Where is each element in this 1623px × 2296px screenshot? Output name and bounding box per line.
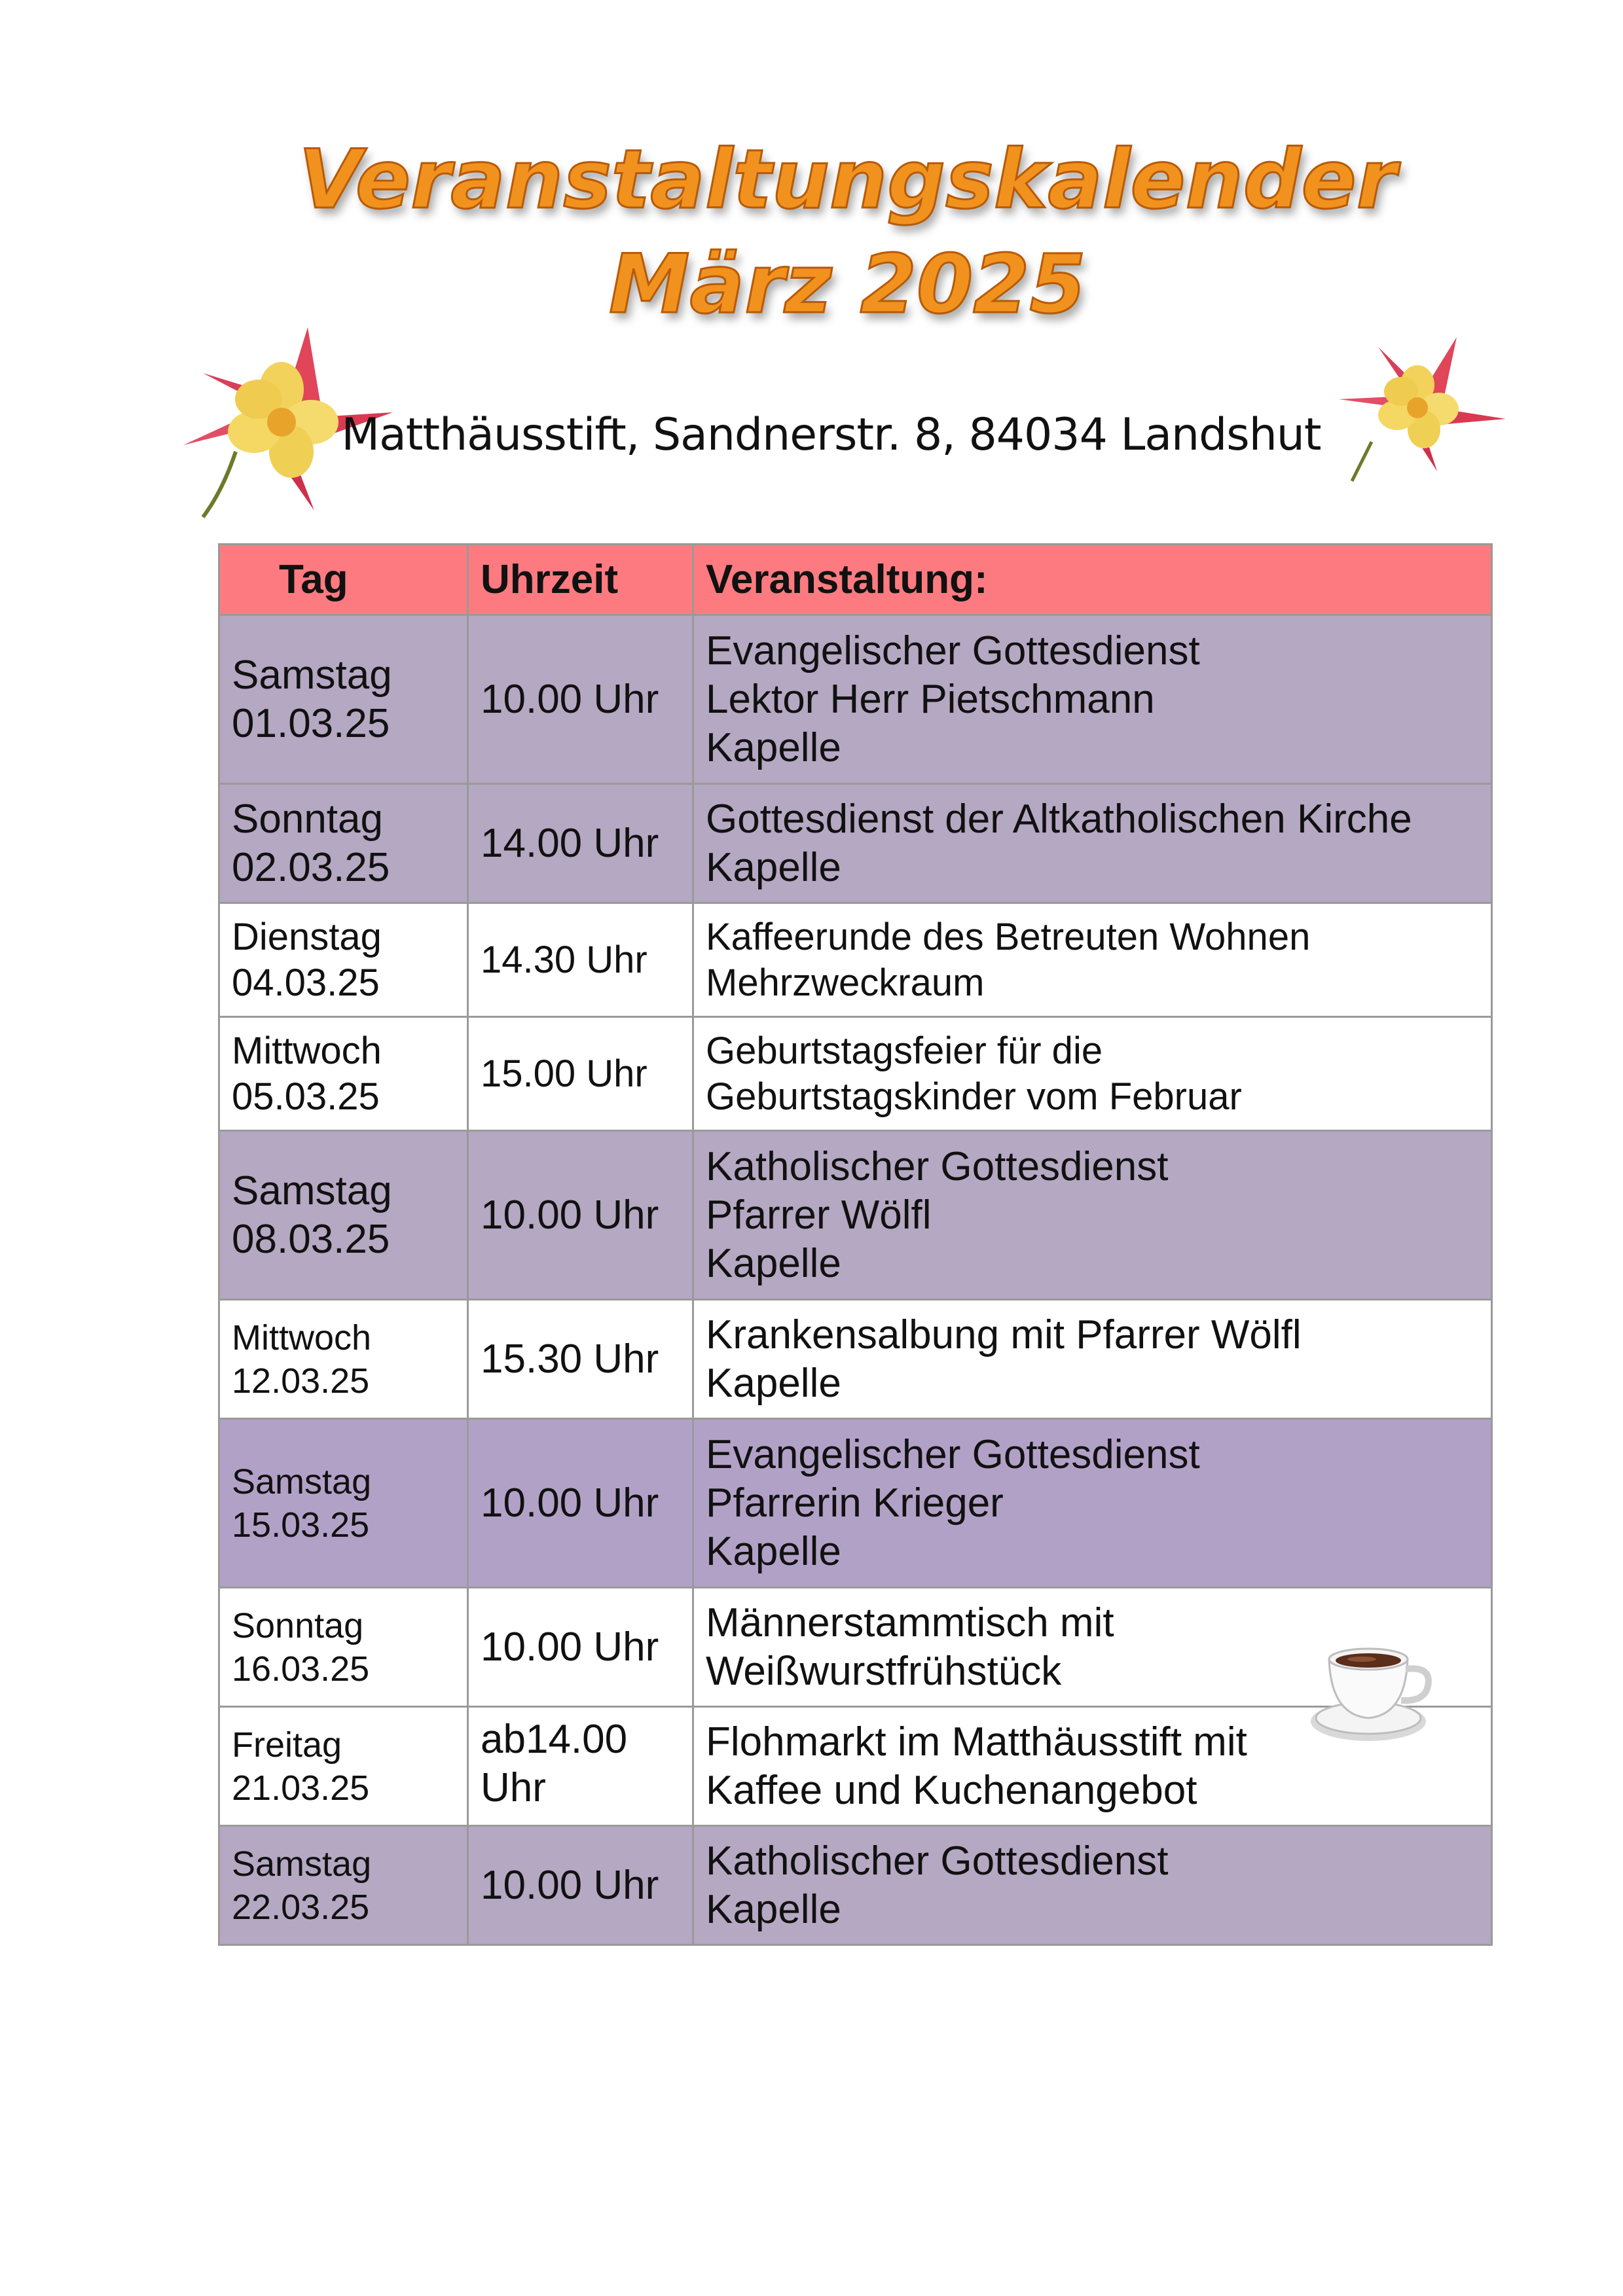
day: Mittwoch [232,1029,382,1072]
table-row [219,1707,1492,1826]
event-line: Pfarrer Wölfl [706,1192,932,1238]
event-line: Kapelle [706,844,841,890]
event-line: Katholischer Gottesdienst [706,1143,1169,1189]
date: 12.03.25 [232,1361,370,1401]
event-line: Katholischer Gottesdienst [706,1838,1169,1884]
table-row [219,784,1492,903]
table-row [219,1419,1492,1588]
time: 10.00 Uhr [468,1826,693,1945]
event-line: Kaffeerunde des Betreuten Wohnen [706,915,1311,958]
time: 15.00 Uhr [468,1017,693,1131]
event-line: Weißwurstfrühstück [706,1648,1062,1694]
date: 15.03.25 [232,1505,370,1545]
date: 04.03.25 [232,961,380,1004]
event-line: Mehrzweckraum [706,961,985,1004]
date: 02.03.25 [232,844,390,890]
column-header-time: Uhrzeit [468,545,693,615]
table-row [219,1588,1492,1707]
day: Samstag [232,652,392,698]
event-line: Lektor Herr Pietschmann [706,676,1155,722]
event-line: Geburtstagsfeier für die [706,1029,1103,1072]
date: 05.03.25 [232,1075,380,1118]
time: 14.00 Uhr [468,784,693,903]
event-line: Krankensalbung mit Pfarrer Wölfl [706,1312,1302,1357]
table-row [219,615,1492,784]
column-header-day: Tag [219,545,468,615]
table-row [219,1131,1492,1300]
event-line: Kapelle [706,1360,841,1406]
title-line-1: Veranstaltungskalender [299,133,1396,227]
time: 10.00 Uhr [468,615,693,784]
day: Dienstag [232,915,382,958]
day: Sonntag [232,1605,364,1645]
table-row [219,1826,1492,1945]
time: 10.00 Uhr [468,1588,693,1707]
event-line: Kapelle [706,725,841,770]
title-line-2: März 2025 [609,238,1086,332]
table-header-row [219,545,1492,615]
event-line: Flohmarkt im Matthäusstift mit [706,1719,1247,1765]
time-line: ab14.00 [481,1717,628,1762]
day: Samstag [232,1462,372,1501]
day: Samstag [232,1168,392,1213]
date: 01.03.25 [232,700,390,746]
event-line: Kaffee und Kuchenangebot [706,1767,1197,1813]
time: 14.30 Uhr [468,903,693,1017]
day: Mittwoch [232,1318,372,1357]
event-line: Evangelischer Gottesdienst [706,1431,1200,1477]
event-calendar-table [218,543,1493,1946]
event-line: Kapelle [706,1528,841,1574]
date: 22.03.25 [232,1887,370,1927]
date: 21.03.25 [232,1768,370,1808]
time: 15.30 Uhr [468,1300,693,1419]
day: Freitag [232,1725,342,1765]
event-line: Kapelle [706,1240,841,1286]
date: 16.03.25 [232,1649,370,1689]
coffee-cup-icon [1306,1623,1437,1748]
table-row [219,1017,1492,1131]
time-line: Uhr [481,1765,546,1810]
address: Matthäusstift, Sandnerstr. 8, 84034 Landshut [341,409,1321,461]
day: Sonntag [232,796,383,842]
event-line: Geburtstagskinder vom Februar [706,1075,1242,1118]
event-line: Männerstammtisch mit [706,1600,1114,1645]
day: Samstag [232,1844,372,1884]
table-row [219,903,1492,1017]
table-row [219,1300,1492,1419]
date: 08.03.25 [232,1216,390,1262]
event-line: Pfarrerin Krieger [706,1480,1004,1526]
column-header-event: Veranstaltung: [693,545,1492,615]
event-line: Kapelle [706,1886,841,1932]
event-line: Gottesdienst der Altkatholischen Kirche [706,796,1412,842]
event-line: Evangelischer Gottesdienst [706,628,1200,673]
time: 10.00 Uhr [468,1419,693,1588]
time: 10.00 Uhr [468,1131,693,1300]
